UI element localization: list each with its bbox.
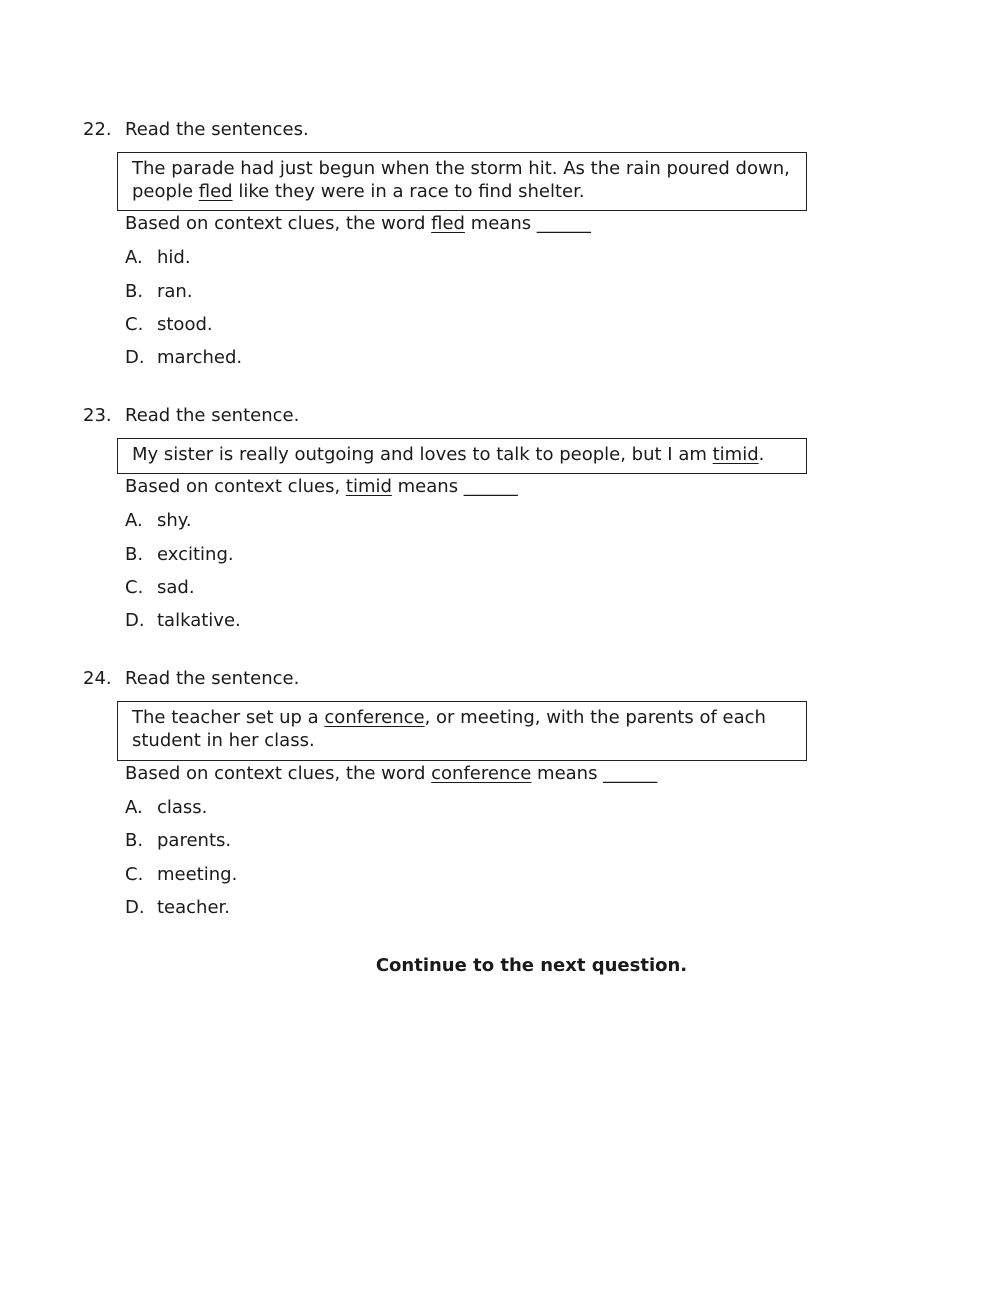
passage-text: , or meeting, with the parents of each student in her class. <box>132 707 766 751</box>
passage-text: . <box>758 444 765 465</box>
passage-text: The parade had just begun when the storm hit. As the rain poured down, people <box>132 158 790 202</box>
answer-option-b[interactable]: B. ran. <box>125 281 193 302</box>
question-prompt: Read the sentences. <box>125 119 309 140</box>
question-number: 23. <box>83 405 112 426</box>
passage-text: like they were in a race to find shelter. <box>232 181 585 202</box>
question-prompt: Read the sentence. <box>125 405 300 426</box>
passage-text: The teacher set up a <box>132 707 325 728</box>
passage-text: My sister is really outgoing and loves to talk to people, but I am <box>132 444 713 465</box>
answer-option-d[interactable]: D. teacher. <box>125 897 231 918</box>
passage-box <box>117 701 807 761</box>
question-stem: Based on context clues, the word fled means ______ <box>125 213 591 234</box>
answer-option-c[interactable]: C. stood. <box>125 314 213 335</box>
question-number: 24. <box>83 668 112 689</box>
target-word: fled <box>198 181 233 202</box>
question-stem: Based on context clues, the word conference means ______ <box>125 763 658 784</box>
passage-box <box>117 152 807 211</box>
answer-option-a[interactable]: A. hid. <box>125 247 191 268</box>
answer-option-a[interactable]: A. shy. <box>125 510 192 531</box>
target-word: timid <box>345 476 392 497</box>
passage-box <box>117 438 807 474</box>
answer-option-a[interactable]: A. class. <box>125 797 208 818</box>
target-word: fled <box>431 213 465 234</box>
answer-option-c[interactable]: C. meeting. <box>125 864 238 885</box>
continue-instruction: Continue to the next question. <box>375 955 688 976</box>
answer-option-d[interactable]: D. marched. <box>125 347 243 368</box>
question-stem: Based on context clues, timid means ______ <box>125 476 518 497</box>
answer-option-b[interactable]: B. parents. <box>125 830 232 851</box>
answer-option-d[interactable]: D. talkative. <box>125 610 241 631</box>
target-word: conference <box>431 763 532 784</box>
question-prompt: Read the sentence. <box>125 668 300 689</box>
answer-option-c[interactable]: C. sad. <box>125 577 195 598</box>
question-number: 22. <box>83 119 112 140</box>
target-word: conference <box>324 707 425 728</box>
target-word: timid <box>712 444 759 465</box>
answer-option-b[interactable]: B. exciting. <box>125 544 234 565</box>
